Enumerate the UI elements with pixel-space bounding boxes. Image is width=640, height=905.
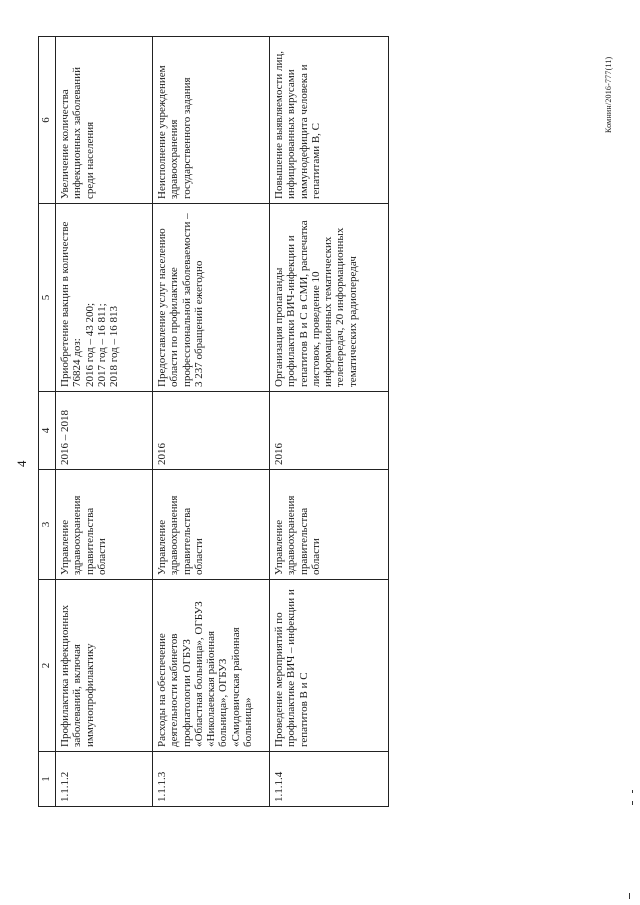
column-header: 3 <box>39 470 56 580</box>
table-row <box>153 37 270 807</box>
document-code: Комнин/2016-777(11) <box>604 56 613 133</box>
row-number: 1.1.1.4 <box>270 752 389 807</box>
column-header: 2 <box>39 580 56 752</box>
period: 2016 <box>270 392 389 470</box>
row-number: 1.1.1.2 <box>56 752 153 807</box>
executor: Управление здравоохранения правительства области <box>153 470 270 580</box>
page-number: 4 <box>14 460 29 467</box>
scan-artifact-mark <box>629 893 630 899</box>
period: 2016 – 2018 <box>56 392 153 470</box>
measure-name: Профилактика инфекционных заболеваний, включая иммунопрофилактику <box>56 580 153 752</box>
table-row <box>56 37 153 807</box>
consequence: Повышение выявляемости лиц, инфицированных вирусами иммунодефицита человека и гепатитами В, С <box>270 37 389 204</box>
row-number: 1.1.1.3 <box>153 752 270 807</box>
period: 2016 <box>153 392 270 470</box>
column-header: 4 <box>39 392 56 470</box>
executor: Управление здравоохранения правительства области <box>270 470 389 580</box>
expected-result: Предоставление услуг населению области по профилактике профессиональной заболеваемости – 3 237 обращений ежегодно <box>153 204 270 392</box>
column-header: 1 <box>39 752 56 807</box>
scan-artifact-mark <box>632 790 633 793</box>
expected-result <box>56 204 153 392</box>
table-header-row <box>39 37 56 807</box>
consequence: Неисполнение учреждением здравоохранения государственного задания <box>153 37 270 204</box>
expected-result-text: Приобретение вакцин в количестве 76824 доз: 2016 год – 43 200; 2017 год – 16 811; 2018 год – 16 813 <box>59 221 121 387</box>
column-header: 6 <box>39 37 56 204</box>
measures-table <box>38 36 389 807</box>
column-header: 5 <box>39 204 56 392</box>
measure-name: Расходы на обеспечение деятельности кабинетов профпатологии ОГБУЗ «Областная больница», ОГБУЗ «Николаевская районная больница», ОГБУЗ «Смидовичская районная больница» <box>153 580 270 752</box>
scan-artifact-mark <box>632 801 633 805</box>
executor: Управление здравоохранения правительства области <box>56 470 153 580</box>
table-row <box>270 37 389 807</box>
expected-result: Организация пропаганды профилактики ВИЧ-инфекции и гепатитов В и С в СМИ, распечатка листовок, проведение 10 информационных тематических телепередач, 20 информационных тематических радиопередач <box>270 204 389 392</box>
measure-name: Проведение мероприятий по профилактике ВИЧ – инфекции и гепатитов В и С <box>270 580 389 752</box>
consequence: Увеличение количества инфекционных заболеваний среди населения <box>56 37 153 204</box>
